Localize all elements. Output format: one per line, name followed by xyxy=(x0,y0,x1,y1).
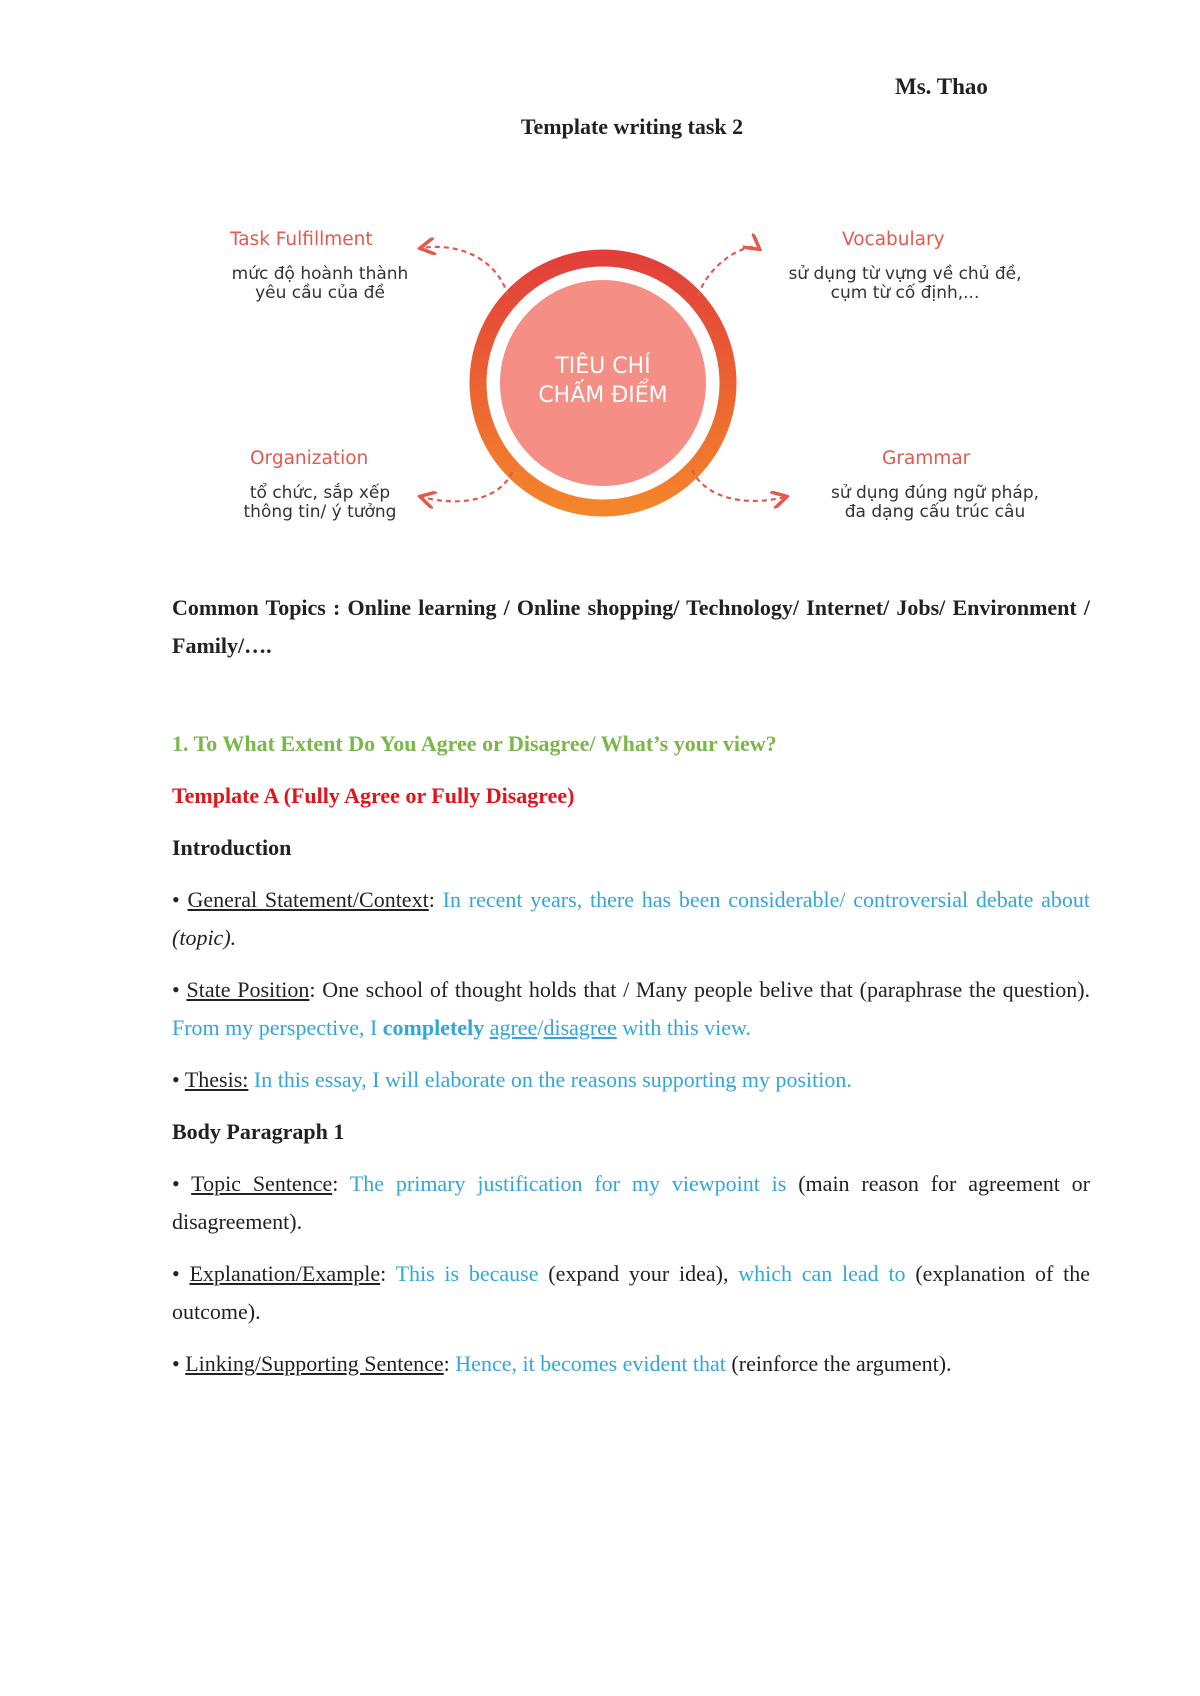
criterion-desc-line: mức độ hoành thành xyxy=(231,264,409,284)
template-phrase: Hence, it becomes evident that xyxy=(455,1351,726,1376)
criterion-desc-line: sử dụng đúng ngữ pháp, xyxy=(830,483,1040,503)
criterion-desc-line: sử dụng từ vựng về chủ đề, xyxy=(788,264,1022,284)
option-disagree: disagree xyxy=(543,1015,617,1040)
criterion-task-fulfillment-title: Task Fulfillment xyxy=(230,229,373,250)
bullet-thesis: • Thesis: In this essay, I will elaborate on the reasons supporting my position. xyxy=(172,1067,852,1092)
criterion-grammar-title: Grammar xyxy=(882,448,971,469)
template-phrase: which can lead to xyxy=(738,1261,906,1286)
introduction-heading: Introduction xyxy=(172,835,292,860)
criterion-organization-desc xyxy=(200,484,440,522)
template-phrase: In this essay, I will elaborate on the reasons supporting my position. xyxy=(253,1067,852,1092)
body-text: (explanation of the outcome). xyxy=(172,1261,1091,1324)
center-label-line2: CHẤM ĐIỂM xyxy=(538,383,668,408)
template-phrase: with this view. xyxy=(622,1015,751,1040)
criterion-desc-line: yêu cầu của đề xyxy=(255,283,385,303)
section-heading: 1. To What Extent Do You Agree or Disagree/ What’s your view? xyxy=(172,731,777,756)
document-title: Template writing task 2 xyxy=(520,114,744,139)
document-body xyxy=(172,589,1090,1397)
bullet-label: General Statement/Context xyxy=(187,887,429,912)
emphasis-word: completely xyxy=(382,1015,485,1040)
body-text: (expand your idea), xyxy=(548,1261,729,1286)
bullet-label: Linking/Supporting Sentence xyxy=(185,1351,444,1376)
body-paragraph-heading: Body Paragraph 1 xyxy=(172,1119,345,1144)
template-heading: Template A (Fully Agree or Fully Disagree) xyxy=(172,783,575,808)
placeholder-topic: (topic). xyxy=(172,925,237,950)
bullet-linking-sentence: • Linking/Supporting Sentence: Hence, it becomes evident that (reinforce the argument). xyxy=(172,1351,952,1376)
author-name: Ms. Thao xyxy=(895,74,988,99)
criterion-desc-line: đa dạng cấu trúc câu xyxy=(844,502,1026,522)
criterion-vocabulary-title: Vocabulary xyxy=(842,229,945,250)
bullet-general-statement: • General Statement/Context: In recent years, there has been considerable/ controversial debate about (topic). xyxy=(172,887,1091,950)
center-label-line1: TIÊU CHÍ xyxy=(555,354,651,379)
common-topics: Common Topics : Online learning / Online shopping/ Technology/ Internet/ Jobs/ Environment / Family/…. xyxy=(172,595,1090,658)
bullet-state-position: • State Position: One school of thought holds that / Many people belive that (paraphrase the question). From my perspective, I completely agree/disagree with this view. xyxy=(172,977,1091,1040)
criterion-task-fulfillment-desc xyxy=(200,265,440,303)
body-text: (reinforce the argument). xyxy=(731,1351,952,1376)
criterion-desc-line: tổ chức, sắp xếp xyxy=(249,483,391,503)
criterion-vocabulary-desc xyxy=(760,265,1050,303)
bullet-explanation: • Explanation/Example: This is because (expand your idea), which can lead to (explanation of the outcome). xyxy=(172,1261,1091,1324)
bullet-label: Explanation/Example xyxy=(189,1261,381,1286)
option-agree: agree xyxy=(489,1015,538,1040)
template-phrase: From my perspective, I xyxy=(172,1015,378,1040)
body-text: (main reason for agreement or disagreement). xyxy=(172,1171,1091,1234)
criteria-diagram xyxy=(200,210,1080,540)
arrow-vocabulary xyxy=(698,247,758,296)
criterion-desc-line: thông tin/ ý tưởng xyxy=(243,502,397,522)
bullet-topic-sentence: • Topic Sentence: The primary justification for my viewpoint is (main reason for agreement or disagreement). xyxy=(172,1171,1091,1234)
bullet-label: Topic Sentence xyxy=(191,1171,333,1196)
criterion-organization-title: Organization xyxy=(250,448,369,469)
template-phrase: In recent years, there has been considerable/ controversial debate about xyxy=(442,887,1091,912)
criterion-desc-line: cụm từ cố định,... xyxy=(830,283,980,303)
template-phrase: This is because xyxy=(395,1261,539,1286)
bullet-label: State Position xyxy=(186,977,310,1002)
body-text: One school of thought holds that / Many people belive that (paraphrase the question). xyxy=(322,977,1091,1002)
arrow-grammar xyxy=(692,470,785,501)
bullet-label: Thesis: xyxy=(184,1067,249,1092)
template-phrase: The primary justification for my viewpoint is xyxy=(349,1171,787,1196)
criterion-grammar-desc xyxy=(800,484,1070,522)
